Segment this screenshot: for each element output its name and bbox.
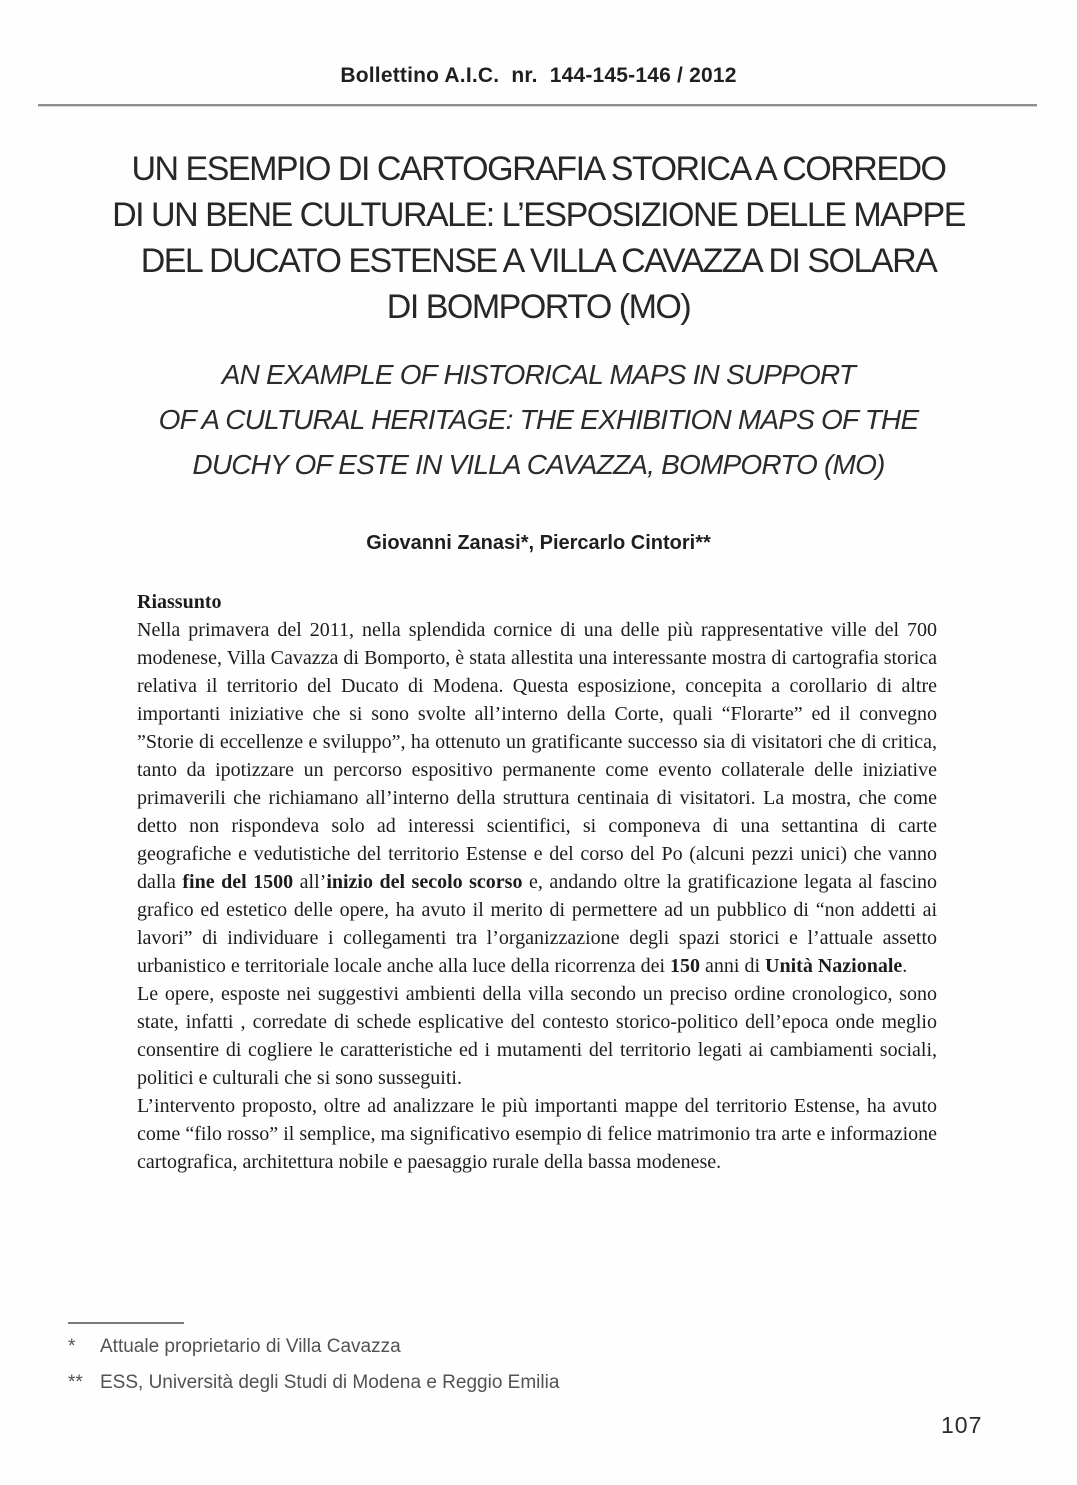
footnote-text: ESS, Università degli Studi di Modena e Reggio Emilia [100,1372,560,1393]
footnote-marker: * [68,1336,76,1357]
footnote-item [68,1372,688,1394]
page-number: 107 [941,1412,983,1438]
footnote-marker: ** [68,1372,83,1393]
footnote-text: Attuale proprietario di Villa Cavazza [100,1336,401,1357]
authors-line: Giovanni Zanasi*, Piercarlo Cintori** [366,532,711,554]
title-it-line: DI UN BENE CULTURALE: L’ESPOSIZIONE DELLE MAPPE [112,196,965,234]
title-en-line: AN EXAMPLE OF HISTORICAL MAPS IN SUPPORT [221,359,856,390]
article-title-italian [20,146,1057,330]
header-rule [38,104,1037,107]
abstract-paragraph: L’intervento proposto, oltre ad analizzare le più importanti mappe del territorio Estense, ha avuto come “filo rosso” il semplice, ma significativo esempio di felice matrimonio tra arte e informazione cartografica, architettura nobile e paesaggio rurale della bassa modenese. [137,1095,937,1173]
abstract-paragraphs [137,616,937,1176]
abstract-section [137,588,937,1176]
footnotes [68,1336,688,1408]
journal-header: Bollettino A.I.C. nr. 144-145-146 / 2012 [340,64,737,87]
abstract-paragraph: Nella primavera del 2011, nella splendida cornice di una delle più rappresentative ville del 700 modenese, Villa Cavazza di Bomporto, è stata allestita una interessante mostra di cartografia storica relativa il territorio del Ducato di Modena. Questa esposizione, concepita a corollario di altre importanti iniziative che si sono svolte all’interno della Corte, quali “Florarte” ed il convegno ”Storie di eccellenze e sviluppo”, ha ottenuto un gratificante successo sia di visitatori che di critica, tanto da ipotizzare un percorso espositivo permanente come evento collaterale delle iniziative primaverili che richiamano all’interno della struttura centinaia di visitatori. La mostra, che come detto non rispondeva solo ad interessi scientifici, si componeva di una settantina di carte geografiche e vedutistiche del territorio Estense e del corso del Po (alcuni pezzi unici) che vanno dalla fine del 1500 all’inizio del secolo scorso e, andando oltre la gratificazione legata al fascino grafico ed estetico delle opere, ha avuto il merito di permettere ad un pubblico di “non addetti ai lavori” di individuare i collegamenti tra l’organizzazione degli spazi storici e l’attuale assetto urbanistico e territoriale locale anche alla luce della ricorrenza dei 150 anni di Unità Nazionale. [137,619,938,977]
abstract-paragraph: Le opere, esposte nei suggestivi ambienti della villa secondo un preciso ordine cronologico, sono state, infatti , corredate di schede esplicative del contesto storico-politico dell’epoca onde meglio consentire di cogliere le caratteristiche ed i mutamenti del territorio legati ai cambiamenti sociali, politici e culturali che si sono susseguiti. [137,983,937,1089]
title-en-line: OF A CULTURAL HERITAGE: THE EXHIBITION MAPS OF THE [158,404,919,435]
title-it-line: DI BOMPORTO (MO) [386,288,691,326]
title-it-line: UN ESEMPIO DI CARTOGRAFIA STORICA A CORREDO [131,150,946,188]
footnote-rule [68,1322,184,1324]
article-title-english [20,352,1057,487]
abstract-heading: Riassunto [137,591,222,613]
title-en-line: DUCHY OF ESTE IN VILLA CAVAZZA, BOMPORTO (MO) [192,449,885,480]
footnote-item [68,1336,688,1358]
title-it-line: DEL DUCATO ESTENSE A VILLA CAVAZZA DI SOLARA [140,242,937,280]
